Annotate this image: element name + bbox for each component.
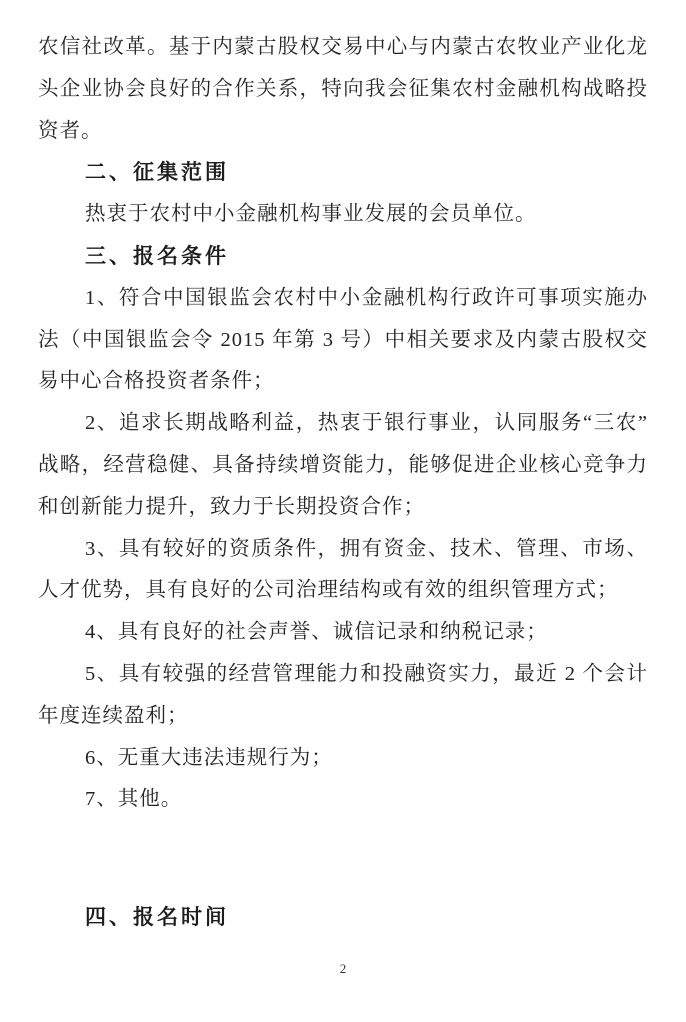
text-line: 6、无重大违法违规行为； bbox=[85, 746, 333, 769]
text-line: 农信社改革。基于内蒙古股权交易中心与内蒙古农牧业产业化龙 bbox=[38, 36, 648, 58]
text-line: 1、符合中国银监会农村中小金融机构行政许可事项实施办 bbox=[85, 286, 648, 309]
text-line: 年度连续盈利； bbox=[38, 704, 189, 727]
text-line: 4、具有良好的社会声誉、诚信记录和纳税记录； bbox=[85, 621, 548, 644]
text-line: 热衷于农村中小金融机构事业发展的会员单位。 bbox=[85, 203, 537, 226]
text-line: 7、其他。 bbox=[85, 788, 183, 811]
text-line: 3、具有较好的资质条件，拥有资金、技术、管理、市场、 bbox=[85, 537, 648, 560]
text-line: 法（中国银监会令 2015 年第 3 号）中相关要求及内蒙古股权交 bbox=[38, 328, 648, 351]
page-number: 2 bbox=[339, 960, 347, 976]
text-line: 5、具有较强的经营管理能力和投融资实力，最近 2 个会计 bbox=[85, 662, 648, 685]
text-line: 人才优势，具有良好的公司治理结构或有效的组织管理方式； bbox=[38, 579, 619, 602]
text-line: 和创新能力提升，致力于长期投资合作； bbox=[38, 495, 425, 518]
section-heading: 三、报名条件 bbox=[85, 243, 229, 268]
text-line: 头企业协会良好的合作关系，特向我会征集农村金融机构战略投 bbox=[38, 77, 648, 100]
text-line: 2、追求长期战略利益，热衷于银行事业，认同服务“三农” bbox=[85, 412, 648, 435]
text-line: 易中心合格投资者条件； bbox=[38, 370, 275, 393]
text-line: 资者。 bbox=[38, 119, 103, 142]
text-line: 战略，经营稳健、具备持续增资能力，能够促进企业核心竞争力 bbox=[38, 453, 648, 476]
section-heading: 四、报名时间 bbox=[85, 905, 229, 930]
section-heading: 二、征集范围 bbox=[85, 160, 229, 185]
